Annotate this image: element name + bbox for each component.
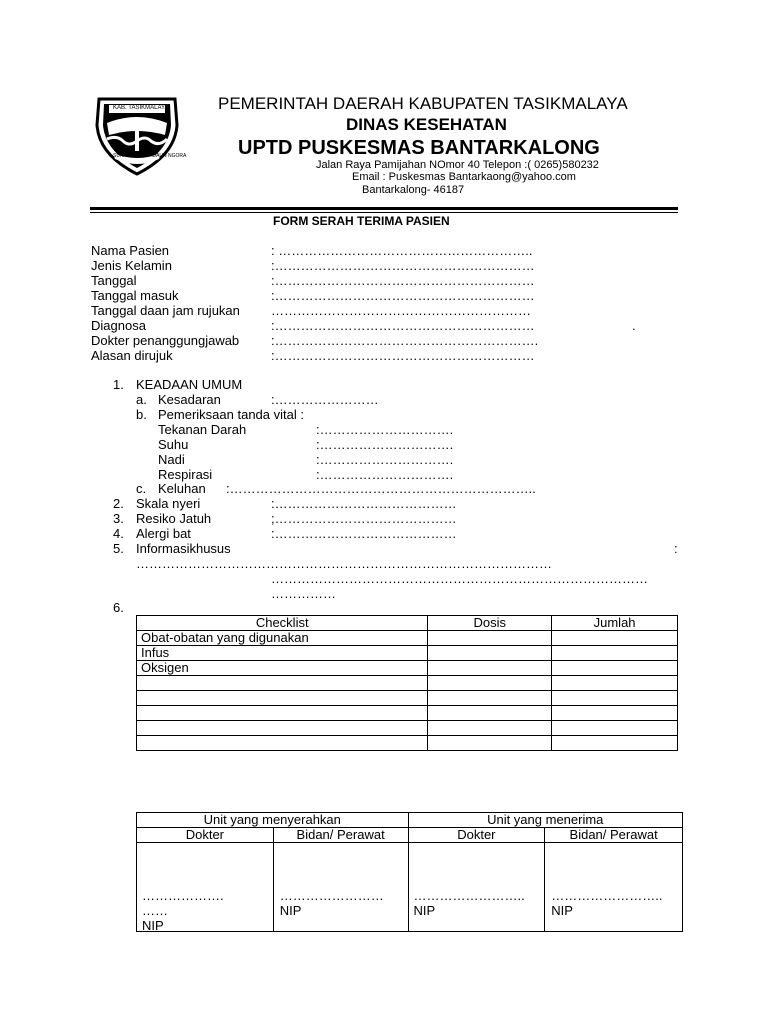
checklist-item: Infus bbox=[137, 646, 428, 661]
vital-value[interactable]: :…………………………. bbox=[316, 467, 454, 482]
field-value[interactable]: :…………………………………………………… bbox=[271, 318, 535, 333]
jumlah-cell[interactable] bbox=[552, 706, 678, 721]
signature-cell[interactable] bbox=[273, 843, 408, 932]
table-row bbox=[137, 736, 678, 751]
form-title: FORM SERAH TERIMA PASIEN bbox=[273, 214, 450, 228]
pemeriksaan-label: Pemeriksaan tanda vital : bbox=[158, 407, 304, 422]
jumlah-cell[interactable] bbox=[552, 676, 678, 691]
checklist-item[interactable] bbox=[137, 736, 428, 751]
field-value[interactable]: :…………………………………………………… bbox=[271, 273, 535, 288]
keluhan-value[interactable]: :…………………………………………………………….. bbox=[226, 481, 536, 496]
unit-header-row bbox=[137, 813, 683, 828]
jumlah-cell[interactable] bbox=[552, 736, 678, 751]
regency-logo bbox=[93, 95, 187, 177]
field-label: Tanggal daan jam rujukan bbox=[91, 303, 240, 318]
sub-letter: b. bbox=[136, 407, 147, 422]
item-number: 4. bbox=[113, 526, 124, 541]
field-label: Nama Pasien bbox=[91, 243, 170, 258]
letterhead-line1: PEMERINTAH DAERAH KABUPATEN TASIKMALAYA bbox=[218, 94, 628, 113]
jumlah-cell[interactable] bbox=[552, 721, 678, 736]
table-header-row bbox=[137, 616, 678, 631]
field-label: Alasan dirujuk bbox=[91, 348, 173, 363]
field-label: Diagnosa bbox=[91, 318, 146, 333]
vital-label: Tekanan Darah bbox=[158, 422, 247, 437]
table-row bbox=[137, 676, 678, 691]
signature-line-continued: …… bbox=[142, 903, 168, 918]
letterhead-rule-thin bbox=[90, 212, 678, 213]
signature-line: …………………… bbox=[279, 888, 384, 903]
vital-label: Suhu bbox=[158, 437, 189, 452]
nip-label: NIP bbox=[142, 918, 164, 933]
item-number: 6. bbox=[113, 600, 124, 615]
field-value[interactable]: : ………………………………………………….. bbox=[271, 243, 533, 258]
dosis-cell[interactable] bbox=[428, 721, 552, 736]
vital-label: Respirasi bbox=[158, 467, 213, 482]
dosis-cell[interactable] bbox=[428, 676, 552, 691]
logo-bottom-text: SUKAPURA NGADAUN NGORA bbox=[113, 153, 187, 159]
role-header: Dokter bbox=[137, 828, 274, 843]
field-value[interactable]: :…………………………………………………… bbox=[271, 258, 535, 273]
section-title: KEADAAN UMUM bbox=[136, 377, 243, 392]
handover-table bbox=[136, 812, 683, 932]
vital-value[interactable]: :…………………………. bbox=[316, 437, 454, 452]
kesadaran-value[interactable]: :…………………… bbox=[271, 392, 379, 407]
table-row bbox=[137, 721, 678, 736]
dosis-cell[interactable] bbox=[428, 646, 552, 661]
column-header: Dosis bbox=[428, 616, 552, 631]
field-value[interactable]: …………………………………………………… bbox=[271, 303, 531, 318]
unit-from-header: Unit yang menyerahkan bbox=[137, 813, 409, 828]
role-header-row bbox=[137, 828, 683, 843]
table-row bbox=[137, 691, 678, 706]
vital-label: Nadi bbox=[158, 452, 185, 467]
signature-line: …………………….. bbox=[413, 888, 525, 903]
sub-letter: c. bbox=[136, 481, 147, 496]
checklist-table bbox=[136, 615, 678, 751]
field-label: Tanggal masuk bbox=[91, 288, 179, 303]
item-label: Resiko Jatuh bbox=[136, 511, 212, 526]
item-label: Skala nyeri bbox=[136, 496, 201, 511]
table-row bbox=[137, 631, 678, 646]
checklist-item[interactable] bbox=[137, 721, 428, 736]
signature-cell[interactable] bbox=[545, 843, 683, 932]
vital-value[interactable]: :…………………………. bbox=[316, 422, 454, 437]
field-label: Jenis Kelamin bbox=[91, 258, 172, 273]
kesadaran-label: Kesadaran bbox=[158, 392, 221, 407]
section-number: 1. bbox=[113, 377, 124, 392]
signature-line: …………………….. bbox=[551, 888, 663, 903]
letterhead-rule-thick bbox=[90, 207, 678, 210]
item-number: 2. bbox=[113, 496, 124, 511]
dosis-cell[interactable] bbox=[428, 736, 552, 751]
signature-row bbox=[137, 843, 683, 932]
info-line[interactable]: …………………………………………………………………………………… bbox=[136, 556, 552, 571]
letterhead-email: Email : Puskesmas Bantarkaong@yahoo.com bbox=[352, 171, 576, 183]
dosis-cell[interactable] bbox=[428, 661, 552, 676]
unit-to-header: Unit yang menerima bbox=[408, 813, 683, 828]
logo-top-text: KAB. TASIKMALAYA bbox=[113, 105, 169, 111]
letterhead-city: Bantarkalong- 46187 bbox=[362, 184, 465, 196]
checklist-item[interactable] bbox=[137, 676, 428, 691]
info-line[interactable]: …………………………………………………………………………… bbox=[271, 571, 648, 586]
signature-cell[interactable] bbox=[408, 843, 545, 932]
diagnosa-trailing-dot: . bbox=[632, 318, 636, 333]
field-label: Tanggal bbox=[91, 273, 137, 288]
table-row bbox=[137, 646, 678, 661]
field-value[interactable]: :…………………………………………………… bbox=[271, 348, 535, 363]
checklist-item: Obat-obatan yang digunakan bbox=[137, 631, 428, 646]
jumlah-cell[interactable] bbox=[552, 661, 678, 676]
field-value[interactable]: :……………………………………………………. bbox=[271, 333, 539, 348]
info-line[interactable]: …………… bbox=[271, 586, 336, 601]
item-value[interactable]: :…………………………………… bbox=[271, 496, 457, 511]
dosis-cell[interactable] bbox=[428, 631, 552, 646]
letterhead-line2: DINAS KESEHATAN bbox=[346, 115, 507, 134]
nip-label: NIP bbox=[551, 903, 573, 918]
jumlah-cell[interactable] bbox=[552, 631, 678, 646]
vital-value[interactable]: :…………………………. bbox=[316, 452, 454, 467]
table-row bbox=[137, 706, 678, 721]
dosis-cell[interactable] bbox=[428, 706, 552, 721]
nip-label: NIP bbox=[413, 903, 436, 918]
checklist-item[interactable] bbox=[137, 691, 428, 706]
info-colon: : bbox=[674, 541, 678, 556]
role-header: Dokter bbox=[408, 828, 545, 843]
jumlah-cell[interactable] bbox=[552, 646, 678, 661]
checklist-item: Oksigen bbox=[137, 661, 428, 676]
signature-line: ………………. bbox=[142, 888, 224, 903]
column-header: Checklist bbox=[137, 616, 428, 631]
letterhead-line3: UPTD PUSKESMAS BANTARKALONG bbox=[238, 137, 600, 159]
signature-cell[interactable] bbox=[137, 843, 274, 932]
checklist-item[interactable] bbox=[137, 706, 428, 721]
jumlah-cell[interactable] bbox=[552, 691, 678, 706]
nip-label: NIP bbox=[279, 903, 302, 918]
sub-letter: a. bbox=[136, 392, 147, 407]
item-label: Alergi bat bbox=[136, 526, 191, 541]
field-label: Dokter penanggungjawab bbox=[91, 333, 240, 348]
item-value[interactable]: :…………………………………… bbox=[271, 526, 457, 541]
field-value[interactable]: :…………………………………………………… bbox=[271, 288, 535, 303]
dosis-cell[interactable] bbox=[428, 691, 552, 706]
info-label: Informasikhusus bbox=[136, 541, 231, 556]
table-row bbox=[137, 661, 678, 676]
item-number: 3. bbox=[113, 511, 124, 526]
letterhead-address: Jalan Raya Pamijahan NOmor 40 Telepon :( 0265)580232 bbox=[316, 159, 599, 171]
keluhan-label: Keluhan bbox=[158, 481, 206, 496]
role-header: Bidan/ Perawat bbox=[273, 828, 408, 843]
item-value[interactable]: ;…………………………………… bbox=[271, 511, 457, 526]
column-header: Jumlah bbox=[552, 616, 678, 631]
role-header: Bidan/ Perawat bbox=[545, 828, 683, 843]
item-number: 5. bbox=[113, 541, 124, 556]
